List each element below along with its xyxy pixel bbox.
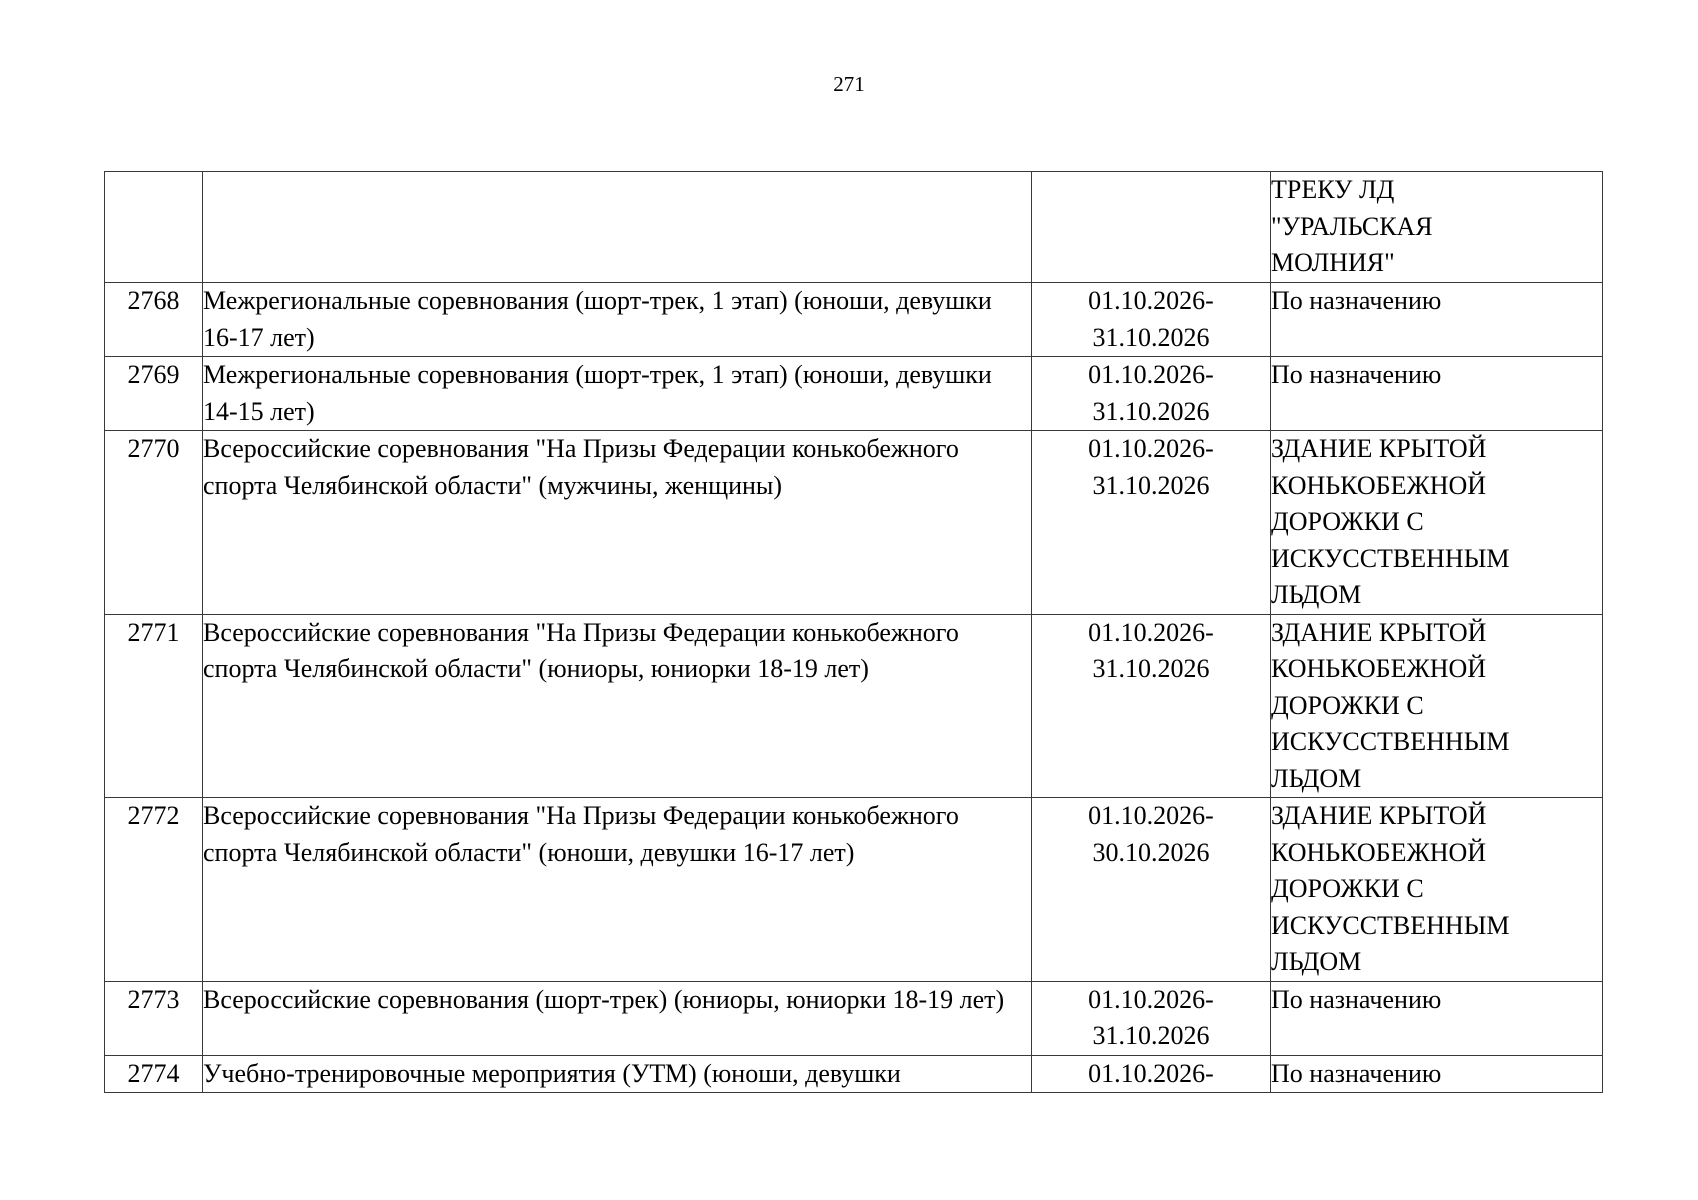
- row-number: 2773: [105, 981, 203, 1055]
- place-line: ИСКУССТВЕННЫМ: [1271, 543, 1510, 573]
- place-line: По назначению: [1271, 360, 1442, 389]
- page-number: 271: [833, 72, 865, 96]
- table-row: [105, 172, 1603, 283]
- event-dates: [1032, 798, 1271, 982]
- place-line: По назначению: [1271, 984, 1442, 1014]
- event-name: Учебно-тренировочные мероприятия (УТМ) (юноши, девушки: [203, 1055, 1032, 1093]
- place-line: ДОРОЖКИ С: [1271, 874, 1424, 903]
- table-row: [105, 1055, 1603, 1093]
- place-line: МОЛНИЯ": [1271, 248, 1395, 277]
- place-line: ЗДАНИЕ КРЫТОЙ: [1271, 801, 1487, 830]
- place-line: КОНЬКОБЕЖНОЙ: [1271, 654, 1487, 683]
- place-line: ДОРОЖКИ С: [1271, 690, 1424, 720]
- place-line: ЗДАНИЕ КРЫТОЙ: [1271, 617, 1487, 647]
- place-line: ТРЕКУ ЛД: [1271, 175, 1395, 204]
- event-place: [1271, 981, 1603, 1055]
- place-line: ЛЬДОМ: [1271, 763, 1362, 793]
- event-name: [203, 172, 1032, 283]
- place-line: ИСКУССТВЕННЫМ: [1271, 727, 1510, 756]
- event-place: [1271, 172, 1603, 283]
- place-line: По назначению: [1271, 1058, 1442, 1088]
- event-dates: [1032, 172, 1271, 283]
- row-number: 2768: [105, 283, 203, 357]
- date-end: 31.10.2026: [1092, 1021, 1210, 1050]
- date-end: 31.10.2026: [1092, 396, 1210, 426]
- events-table: [104, 171, 1603, 1093]
- row-number: 2774: [105, 1055, 203, 1093]
- table-row: [105, 357, 1603, 431]
- table-row: [105, 614, 1603, 798]
- table-row: [105, 283, 1603, 357]
- table-row: [105, 431, 1603, 615]
- date-start: 01.10.2026-: [1088, 1058, 1214, 1088]
- date-start: 01.10.2026-: [1088, 617, 1214, 647]
- place-line: ДОРОЖКИ С: [1271, 507, 1424, 536]
- date-start: 01.10.2026-: [1088, 286, 1214, 315]
- event-name: Всероссийские соревнования (шорт-трек) (юниоры, юниорки 18-19 лет): [203, 981, 1032, 1055]
- event-place: [1271, 283, 1603, 357]
- event-place: [1271, 614, 1603, 798]
- event-dates: [1032, 431, 1271, 615]
- event-name: Всероссийские соревнования "На Призы Федерации конькобежного спорта Челябинской области" (мужчины, женщины): [203, 431, 1032, 615]
- table-row: [105, 798, 1603, 982]
- event-dates: [1032, 614, 1271, 798]
- event-name: Межрегиональные соревнования (шорт-трек, 1 этап) (юноши, девушки 16-17 лет): [203, 283, 1032, 357]
- place-line: ЛЬДОМ: [1271, 580, 1362, 609]
- row-number: 2772: [105, 798, 203, 982]
- date-start: 01.10.2026-: [1088, 984, 1214, 1014]
- date-start: 01.10.2026-: [1088, 801, 1214, 830]
- row-number: 2771: [105, 614, 203, 798]
- date-start: 01.10.2026-: [1088, 360, 1214, 389]
- event-dates: [1032, 1055, 1271, 1093]
- event-place: [1271, 1055, 1603, 1093]
- row-number: 2770: [105, 431, 203, 615]
- event-name: Всероссийские соревнования "На Призы Федерации конькобежного спорта Челябинской области" (юноши, девушки 16-17 лет): [203, 798, 1032, 982]
- event-dates: [1032, 981, 1271, 1055]
- event-dates: [1032, 357, 1271, 431]
- date-end: 30.10.2026: [1092, 837, 1210, 867]
- place-line: "УРАЛЬСКАЯ: [1271, 211, 1433, 241]
- event-dates: [1032, 283, 1271, 357]
- date-end: 31.10.2026: [1092, 470, 1210, 500]
- event-name: Межрегиональные соревнования (шорт-трек, 1 этап) (юноши, девушки 14-15 лет): [203, 357, 1032, 431]
- event-name: Всероссийские соревнования "На Призы Федерации конькобежного спорта Челябинской области" (юниоры, юниорки 18-19 лет): [203, 614, 1032, 798]
- place-line: ИСКУССТВЕННЫМ: [1271, 910, 1510, 940]
- row-number: [105, 172, 203, 283]
- event-place: [1271, 431, 1603, 615]
- date-end: 31.10.2026: [1092, 654, 1210, 683]
- place-line: КОНЬКОБЕЖНОЙ: [1271, 837, 1487, 867]
- table-row: [105, 981, 1603, 1055]
- place-line: ЛЬДОМ: [1271, 947, 1362, 976]
- row-number: 2769: [105, 357, 203, 431]
- place-line: По назначению: [1271, 286, 1442, 315]
- date-end: 31.10.2026: [1092, 322, 1210, 352]
- place-line: КОНЬКОБЕЖНОЙ: [1271, 470, 1487, 500]
- date-start: 01.10.2026-: [1088, 434, 1214, 463]
- place-line: ЗДАНИЕ КРЫТОЙ: [1271, 434, 1487, 463]
- event-place: [1271, 357, 1603, 431]
- event-place: [1271, 798, 1603, 982]
